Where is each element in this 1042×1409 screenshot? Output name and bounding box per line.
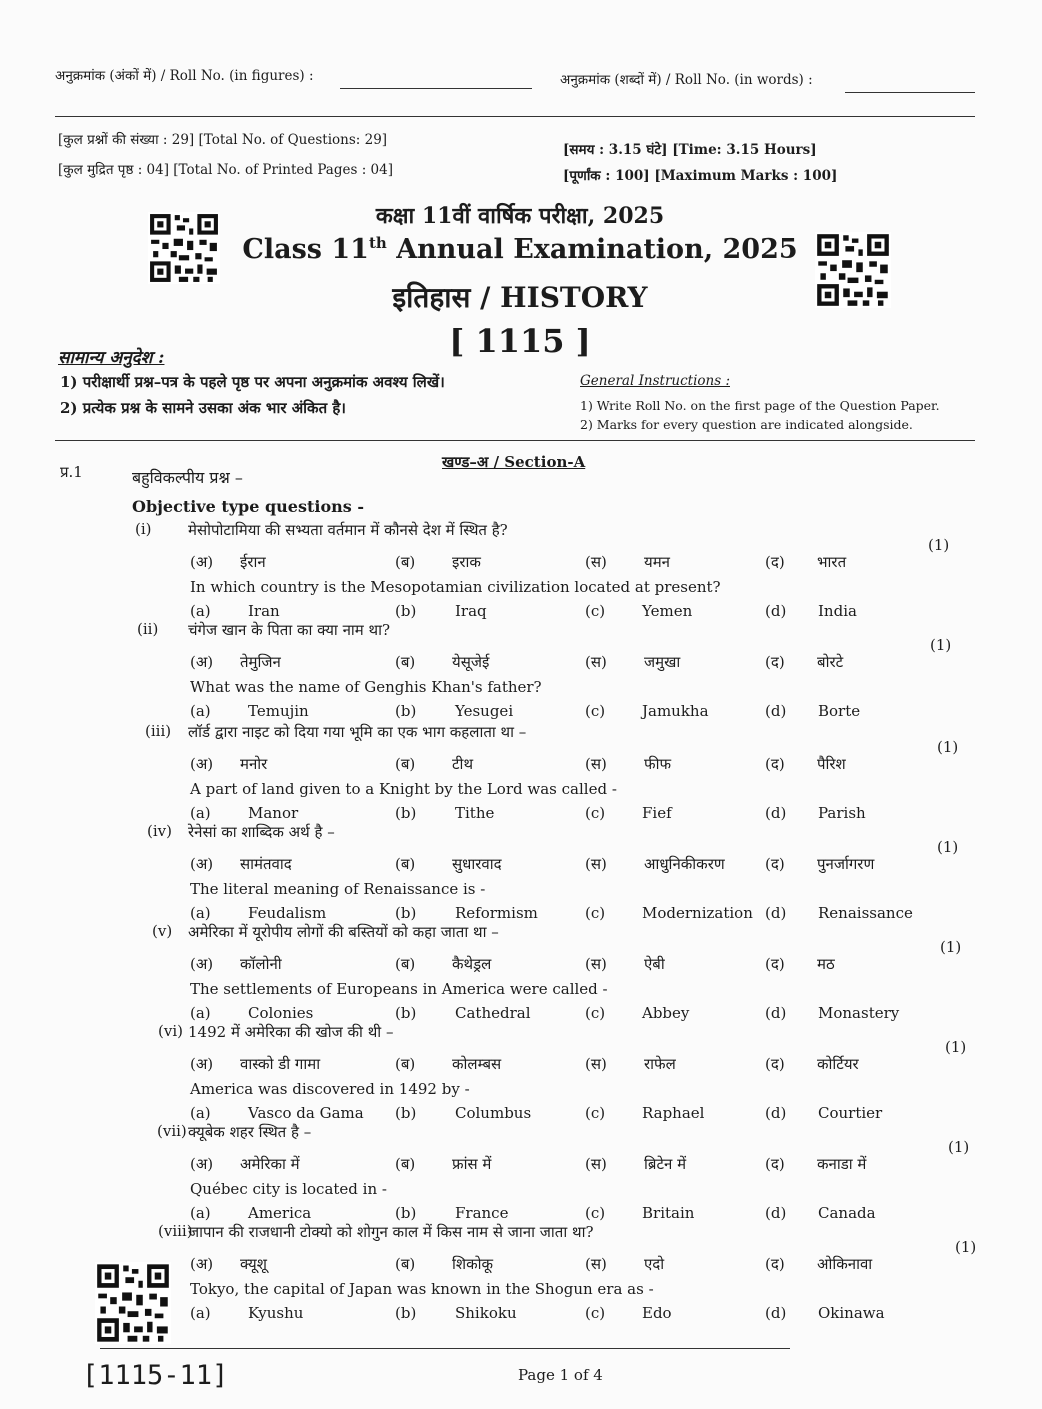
option-text-english: Borte [818,702,861,720]
general-instructions-heading: General Instructions : [580,373,730,389]
question-text-hindi: 1492 में अमेरिका की खोज की थी – [188,1023,394,1041]
question-text-hindi: जापान की राजधानी टोक्यो को शोगुन काल में किस नाम से जाना जाता था? [188,1223,594,1241]
option-label: (c) [585,804,606,822]
option-label: (द) [765,855,785,873]
option-text-english: Reformism [455,904,538,922]
option-label: (a) [190,702,211,720]
option-text-hindi: भारत [817,553,847,571]
option-label: (अ) [190,855,214,873]
option-label: (d) [765,1204,787,1222]
option-label: (ब) [395,955,416,973]
instruction-en-1: 1) Write Roll No. on the first page of the Question Paper. [580,398,940,413]
option-label: (स) [585,1155,607,1173]
option-text-english: Raphael [642,1104,705,1122]
question-text-english: Québec city is located in - [190,1180,387,1198]
question-marks: (1) [940,938,962,956]
question-marks: (1) [937,738,959,756]
option-label: (c) [585,1104,606,1122]
option-text-english: Cathedral [455,1004,531,1022]
question-number: (v) [152,922,173,940]
option-label: (b) [395,702,417,720]
option-label: (ब) [395,553,416,571]
option-label: (d) [765,804,787,822]
option-text-hindi: इराक [452,553,481,571]
qr-code-icon [95,1262,171,1344]
option-label: (स) [585,1055,607,1073]
option-text-hindi: मठ [817,955,835,973]
option-text-english: Abbey [642,1004,690,1022]
option-text-english: Shikoku [455,1304,517,1322]
question-number: (iv) [147,822,172,840]
section-english-title: Objective type questions - [132,497,364,516]
option-text-hindi: कॉलोनी [240,955,282,973]
option-text-english: Tithe [455,804,495,822]
option-text-hindi: शिकोकू [452,1255,494,1273]
option-label: (b) [395,904,417,922]
option-label: (b) [395,1304,417,1322]
option-text-english: Manor [248,804,299,822]
option-text-hindi: येसूजेई [452,653,490,671]
option-label: (द) [765,1255,785,1273]
option-label: (स) [585,855,607,873]
instructions-divider [55,440,975,441]
qr-code-icon [148,212,220,284]
option-text-hindi: फीफ [644,755,672,773]
option-label: (d) [765,1104,787,1122]
option-label: (a) [190,1004,211,1022]
option-text-hindi: सुधारवाद [452,855,502,873]
option-text-hindi: बोरटे [817,653,844,671]
option-text-english: Yemen [642,602,693,620]
option-label: (द) [765,955,785,973]
option-label: (b) [395,1004,417,1022]
option-label: (ब) [395,1255,416,1273]
question-text-english: The settlements of Europeans in America were called - [190,980,608,998]
option-text-english: Iraq [455,602,487,620]
question-text-hindi: अमेरिका में यूरोपीय लोगों की बस्तियों को कहा जाता था – [188,923,499,941]
option-text-english: France [455,1204,509,1222]
option-text-english: Monastery [818,1004,900,1022]
question-number: (viii) [158,1222,193,1240]
option-label: (a) [190,804,211,822]
question-marks: (1) [937,838,959,856]
option-text-hindi: कनाडा में [817,1155,867,1173]
question-text-english: The literal meaning of Renaissance is - [190,880,486,898]
question-marks: (1) [945,1038,967,1056]
option-label: (ब) [395,755,416,773]
option-text-english: Canada [818,1204,876,1222]
option-text-english: Britain [642,1204,695,1222]
option-text-english: Courtier [818,1104,883,1122]
option-label: (स) [585,1255,607,1273]
section-hindi-title: बहुविकल्पीय प्रश्न – [132,468,243,487]
option-text-hindi: ऐबी [644,955,665,973]
option-label: (अ) [190,1255,214,1273]
question-number: (iii) [145,722,172,740]
option-text-hindi: क्यूशू [240,1255,267,1273]
option-text-english: Jamukha [642,702,709,720]
question-marks: (1) [930,636,952,654]
footer-divider [100,1348,790,1349]
roll-words-label: अनुक्रमांक (शब्दों में) / Roll No. (in words) : [560,72,813,88]
option-label: (d) [765,1004,787,1022]
option-text-english: Kyushu [248,1304,304,1322]
option-text-hindi: ईरान [240,553,266,571]
question-number: (i) [135,520,152,538]
total-questions: [कुल प्रश्नों की संख्या : 29] [Total No. of Questions: 29] [58,132,388,148]
question-text-hindi: मेसोपोटामिया की सभ्यता वर्तमान में कौनसे देश में स्थित है? [188,521,508,539]
option-text-hindi: पैरिश [817,755,846,773]
option-text-hindi: ओकिनावा [817,1255,873,1273]
option-text-hindi: टीथ [452,755,474,773]
option-text-english: Fief [642,804,672,822]
option-label: (a) [190,602,211,620]
option-label: (d) [765,1304,787,1322]
question-marks: (1) [948,1138,970,1156]
option-text-english: Columbus [455,1104,532,1122]
option-label: (स) [585,553,607,571]
question-text-english: A part of land given to a Knight by the Lord was called - [190,780,617,798]
maximum-marks: [पूर्णांक : 100] [Maximum Marks : 100] [563,168,838,184]
question-number: (vii) [157,1122,187,1140]
option-label: (b) [395,1204,417,1222]
option-text-hindi: मनोर [240,755,268,773]
option-label: (c) [585,1204,606,1222]
option-text-english: America [248,1204,312,1222]
question-number: (ii) [137,620,159,638]
option-text-hindi: जमुखा [644,653,681,671]
option-label: (अ) [190,955,214,973]
question-text-english: America was discovered in 1492 by - [190,1080,470,1098]
option-label: (d) [765,702,787,720]
instruction-hindi-2: 2) प्रत्येक प्रश्न के सामने उसका अंक भार अंकित है। [60,399,346,417]
option-label: (a) [190,904,211,922]
instruction-hindi-1: 1) परीक्षार्थी प्रश्न–पत्र के पहले पृष्ठ पर अपना अनुक्रमांक अवश्य लिखें। [60,373,445,391]
option-text-english: India [818,602,857,620]
option-label: (b) [395,602,417,620]
question-marks: (1) [955,1238,977,1256]
option-text-hindi: तेमुजिन [240,653,281,671]
option-label: (अ) [190,1155,214,1173]
option-text-hindi: सामंतवाद [240,855,292,873]
option-label: (स) [585,755,607,773]
option-text-english: Renaissance [818,904,913,922]
option-label: (अ) [190,653,214,671]
option-label: (c) [585,1304,606,1322]
question-text-hindi: लॉर्ड द्वारा नाइट को दिया गया भूमि का एक भाग कहलाता था – [188,723,527,741]
option-text-english: Parish [818,804,866,822]
section-heading: खण्ड–अ / Section-A [442,453,586,471]
option-label: (d) [765,904,787,922]
exam-title-english: Class 11th Annual Examination, 2025 [242,234,798,265]
option-text-hindi: आधुनिकीकरण [644,855,725,873]
question-text-english: What was the name of Genghis Khan's father? [190,678,542,696]
option-text-english: Edo [642,1304,672,1322]
option-text-english: Temujin [248,702,309,720]
option-text-hindi: ब्रिटेन में [644,1155,687,1173]
option-label: (c) [585,904,606,922]
option-label: (b) [395,804,417,822]
general-instructions-hindi-heading: सामान्य अनुदेश : [58,348,165,368]
option-text-hindi: राफेल [644,1055,676,1073]
option-label: (c) [585,1004,606,1022]
instruction-en-2: 2) Marks for every question are indicated alongside. [580,417,913,432]
page-number: Page 1 of 4 [518,1366,603,1384]
question-text-hindi: रेनेसां का शाब्दिक अर्थ है – [188,823,335,841]
option-label: (c) [585,602,606,620]
option-label: (द) [765,553,785,571]
option-label: (द) [765,1155,785,1173]
option-label: (द) [765,755,785,773]
option-text-english: Okinawa [818,1304,885,1322]
option-label: (d) [765,602,787,620]
option-text-hindi: फ्रांस में [452,1155,492,1173]
option-label: (द) [765,1055,785,1073]
option-label: (b) [395,1104,417,1122]
option-label: (c) [585,702,606,720]
subject-title: इतिहास / HISTORY [392,281,648,314]
option-label: (ब) [395,1055,416,1073]
option-label: (ब) [395,653,416,671]
option-text-hindi: पुनर्जागरण [817,855,875,873]
footer-paper-code: [1115-11] [82,1360,229,1391]
question-text-english: Tokyo, the capital of Japan was known in the Shogun era as - [190,1280,654,1298]
option-label: (ब) [395,1155,416,1173]
option-label: (अ) [190,553,214,571]
option-text-english: Yesugei [455,702,514,720]
option-label: (अ) [190,1055,214,1073]
question-marks: (1) [928,536,950,554]
option-label: (स) [585,653,607,671]
option-label: (ब) [395,855,416,873]
option-text-english: Iran [248,602,280,620]
option-label: (a) [190,1204,211,1222]
option-text-hindi: एदो [644,1255,665,1273]
question-text-hindi: क्यूबेक शहर स्थित है – [188,1123,312,1141]
option-text-english: Colonies [248,1004,314,1022]
option-label: (स) [585,955,607,973]
roll-figures-blank[interactable] [340,88,532,89]
qr-code-icon [815,232,891,308]
option-text-hindi: कोर्टियर [817,1055,859,1073]
option-label: (द) [765,653,785,671]
option-text-hindi: कोलम्बस [452,1055,502,1073]
question-number: (vi) [158,1022,183,1040]
option-label: (a) [190,1104,211,1122]
time-allowed: [समय : 3.15 घंटे] [Time: 3.15 Hours] [563,142,817,158]
roll-figures-label: अनुक्रमांक (अंकों में) / Roll No. (in figures) : [55,68,314,84]
option-text-hindi: कैथेड्रल [452,955,492,973]
total-pages: [कुल मुद्रित पृष्ठ : 04] [Total No. of Printed Pages : 04] [58,162,393,178]
option-label: (अ) [190,755,214,773]
option-text-english: Vasco da Gama [248,1104,364,1122]
question-number: प्र.1 [60,463,83,481]
question-text-english: In which country is the Mesopotamian civilization located at present? [190,578,721,596]
paper-code: [ 1115 ] [449,322,591,360]
option-text-hindi: यमन [644,553,670,571]
header-divider [55,116,975,117]
option-label: (a) [190,1304,211,1322]
option-text-english: Feudalism [248,904,327,922]
roll-words-blank[interactable] [845,92,975,93]
option-text-english: Modernization [642,904,753,922]
question-text-hindi: चंगेज खान के पिता का क्या नाम था? [188,621,391,639]
exam-title-hindi: कक्षा 11वीं वार्षिक परीक्षा, 2025 [375,203,665,229]
option-text-hindi: अमेरिका में [240,1155,300,1173]
option-text-hindi: वास्को डी गामा [240,1055,321,1073]
